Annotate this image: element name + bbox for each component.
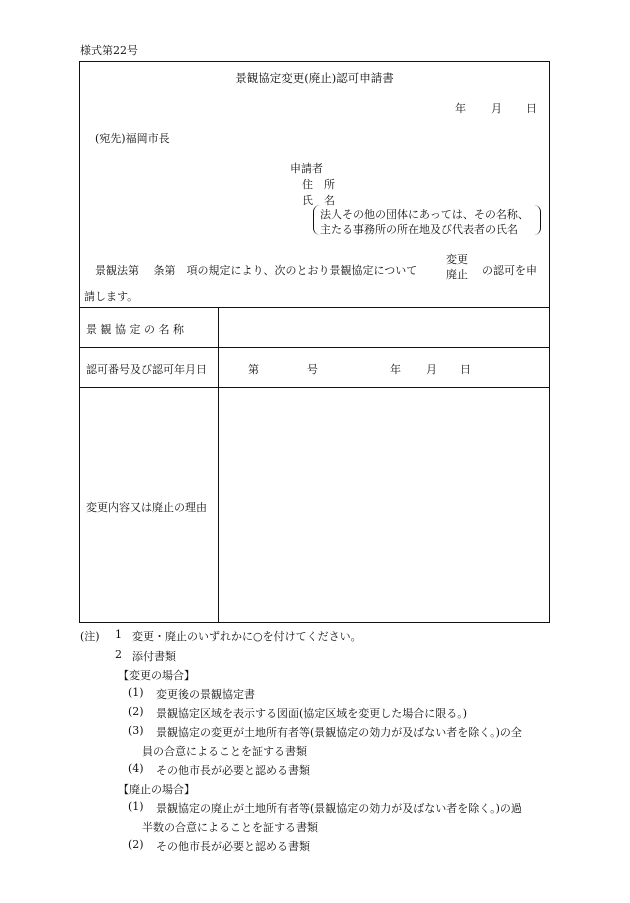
body-text-part3: 請します。	[84, 290, 139, 303]
abolish-case-header: 【廃止の場合】	[118, 783, 195, 796]
application-form-frame	[79, 61, 550, 623]
body-text-part2: の認可を申	[482, 264, 537, 277]
addressee: (宛先)福岡市長	[95, 132, 170, 145]
change-item-2-number: (2)	[128, 705, 144, 718]
body-text-part1: 景観法第 条第 項の規定により、次のとおり景観協定について	[95, 264, 418, 277]
change-reason-field[interactable]	[225, 392, 545, 617]
change-item-3-number: (3)	[128, 724, 144, 737]
date-month[interactable]: 月	[491, 102, 502, 115]
change-item-3-text: 景観協定の変更が土地所有者等(景観協定の効力が及ばない者を除く。)の全	[156, 726, 522, 739]
note1-text: 変更・廃止のいずれかに○を付けてください。	[132, 630, 362, 643]
abolish-item-1-continuation: 半数の合意によることを証する書類	[142, 821, 318, 834]
form-number: 様式第22号	[80, 44, 138, 57]
approval-go: 号	[307, 363, 318, 376]
note1-number: 1	[115, 628, 122, 641]
agreement-name-field[interactable]	[225, 312, 545, 344]
abolish-item-1-number: (1)	[128, 800, 144, 813]
note2-number: 2	[115, 648, 122, 661]
corporate-note-line1: 法人その他の団体にあっては、その名称、	[320, 208, 529, 221]
document-title: 景観協定変更(廃止)認可申請書	[235, 71, 394, 85]
change-item-3-continuation: 員の合意によることを証する書類	[142, 745, 307, 758]
table-top-border	[80, 307, 549, 308]
approval-dai: 第	[248, 363, 259, 376]
approval-month: 月	[426, 363, 437, 376]
abolish-item-2-number: (2)	[128, 838, 144, 851]
option-change[interactable]: 変更	[446, 253, 468, 266]
change-item-4-number: (4)	[128, 762, 144, 775]
date-year[interactable]: 年	[455, 102, 466, 115]
abolish-item-2-text: その他市長が必要と認める書類	[156, 840, 310, 853]
table-row-divider-2	[80, 387, 549, 388]
change-item-4-text: その他市長が必要と認める書類	[156, 764, 310, 777]
table-row-divider-1	[80, 347, 549, 348]
approval-year: 年	[390, 363, 401, 376]
name-field-label[interactable]: 氏 名	[302, 194, 335, 207]
approval-day: 日	[460, 363, 471, 376]
abolish-item-1-text: 景観協定の廃止が土地所有者等(景観協定の効力が及ばない者を除く。)の過	[156, 802, 522, 815]
change-reason-label: 変更内容又は廃止の理由	[86, 501, 207, 514]
approval-number-date-label: 認可番号及び認可年月日	[86, 363, 207, 376]
table-column-divider	[218, 307, 219, 622]
change-case-header: 【変更の場合】	[118, 669, 195, 682]
applicant-label: 申請者	[290, 162, 323, 175]
change-item-2-text: 景観協定区域を表示する図面(協定区域を変更した場合に限る。)	[156, 707, 468, 720]
change-item-1-text: 変更後の景観協定書	[156, 688, 255, 701]
address-field-label[interactable]: 住 所	[302, 178, 335, 191]
notes-prefix: (注)	[80, 630, 100, 643]
note2-text: 添付書類	[132, 650, 176, 663]
option-abolish[interactable]: 廃止	[446, 268, 468, 281]
corporate-note-line2: 主たる事務所の所在地及び代表者の氏名	[320, 223, 518, 236]
agreement-name-label: 景 観 協 定 の 名 称	[86, 323, 184, 336]
date-day[interactable]: 日	[526, 102, 537, 115]
change-item-1-number: (1)	[128, 686, 144, 699]
